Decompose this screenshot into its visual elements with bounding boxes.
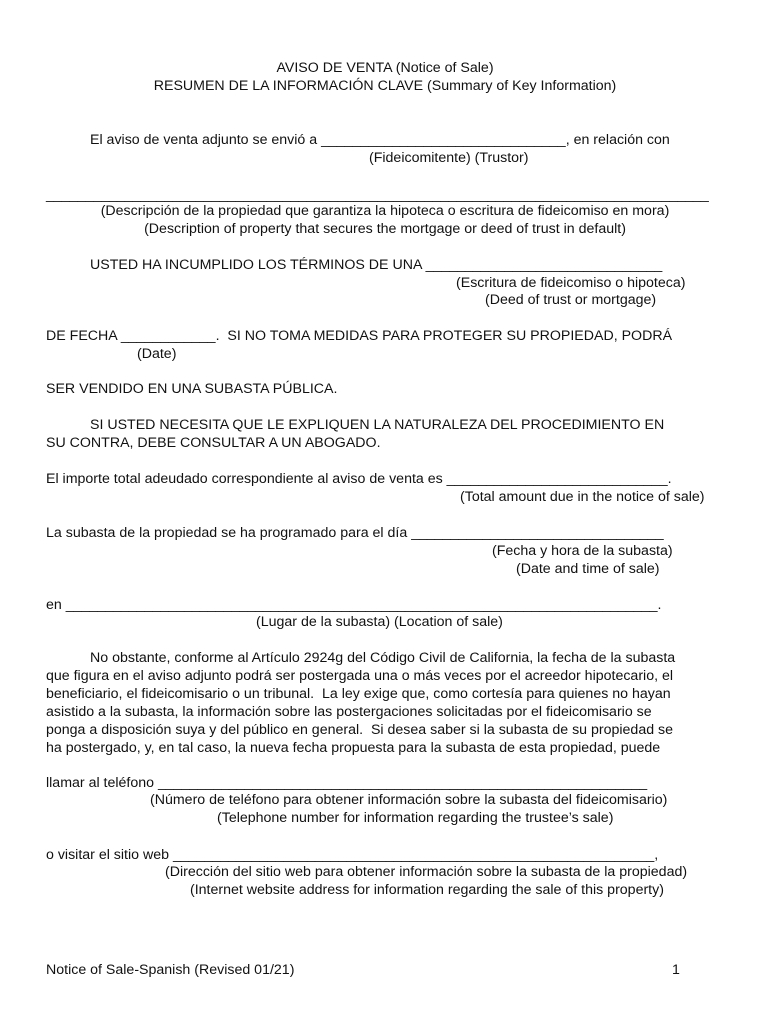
amount-due-caption: (Total amount due in the notice of sale): [460, 489, 705, 505]
notice-paragraph-line: ha postergado, y, en tal caso, la nueva fecha propuesta para la subasta de esta propiedad, puede: [46, 740, 661, 756]
notice-paragraph-line: que figura en el aviso adjunto podrá ser postergada una o más veces por el acreedor hipotecario, el: [46, 668, 674, 684]
date-caption: (Date): [137, 346, 177, 362]
public-auction-line: SER VENDIDO EN UNA SUBASTA PÚBLICA.: [46, 381, 338, 397]
attorney-line-2: SU CONTRA, DEBE CONSULTAR A UN ABOGADO.: [46, 435, 381, 451]
document-title: AVISO DE VENTA (Notice of Sale): [276, 60, 494, 76]
deed-caption-en: (Deed of trust or mortgage): [485, 292, 657, 308]
sent-to-line: El aviso de venta adjunto se envió a _______________________________, en relación con: [90, 132, 670, 148]
dated-line: DE FECHA ____________. SI NO TOMA MEDIDAS PARA PROTEGER SU PROPIEDAD, PODRÁ: [46, 328, 673, 344]
property-caption-en: (Description of property that secures the mortgage or deed of trust in default): [144, 221, 626, 237]
deed-caption-es: (Escritura de fideicomiso o hipoteca): [456, 275, 686, 291]
phone-line: llamar al teléfono ______________________________________________________________: [46, 775, 648, 791]
sale-date-line: La subasta de la propiedad se ha programado para el día ________________________________: [46, 525, 664, 541]
sale-date-caption-en: (Date and time of sale): [516, 561, 660, 577]
trustor-caption: (Fideicomitente) (Trustor): [369, 150, 529, 166]
notice-paragraph-line: asistido a la subasta, la información sobre las postergaciones solicitadas por el fideicomisario se: [46, 704, 652, 720]
notice-paragraph-line: No obstante, conforme al Artículo 2924g del Código Civil de California, la fecha de la subasta: [90, 650, 676, 666]
sale-location-line: en ___________________________________________________________________________.: [46, 597, 662, 613]
property-blank-line: ____________________________________________________________________________________: [46, 187, 709, 203]
default-terms-line: USTED HA INCUMPLIDO LOS TÉRMINOS DE UNA ______________________________: [90, 257, 663, 273]
notice-paragraph-line: beneficiario, el fideicomisario o un tribunal. La ley exige que, como cortesía para quienes no hayan: [46, 686, 671, 702]
sale-location-caption: (Lugar de la subasta) (Location of sale): [256, 614, 503, 630]
document-subtitle: RESUMEN DE LA INFORMACIÓN CLAVE (Summary of Key Information): [153, 78, 617, 94]
page-number: 1: [672, 962, 680, 978]
website-caption-en: (Internet website address for information regarding the sale of this property): [190, 882, 664, 898]
phone-caption-en: (Telephone number for information regarding the trustee’s sale): [217, 810, 614, 826]
website-caption-es: (Dirección del sitio web para obtener información sobre la subasta de la propiedad): [165, 864, 688, 880]
sale-date-caption-es: (Fecha y hora de la subasta): [492, 543, 673, 559]
form-name-footer: Notice of Sale-Spanish (Revised 01/21): [46, 962, 295, 978]
phone-caption-es: (Número de teléfono para obtener información sobre la subasta del fideicomisario): [150, 792, 668, 808]
website-line: o visitar el sitio web _____________________________________________________________,: [46, 847, 659, 863]
amount-due-line: El importe total adeudado correspondiente al aviso de venta es ____________________________.: [46, 471, 672, 487]
notice-paragraph-line: ponga a disposición suya y del público en general. Si desea saber si la subasta de su propiedad se: [46, 722, 674, 738]
property-caption-es: (Descripción de la propiedad que garantiza la hipoteca o escritura de fideicomiso en mora): [100, 203, 670, 219]
attorney-line-1: SI USTED NECESITA QUE LE EXPLIQUEN LA NATURALEZA DEL PROCEDIMIENTO EN: [90, 417, 665, 433]
